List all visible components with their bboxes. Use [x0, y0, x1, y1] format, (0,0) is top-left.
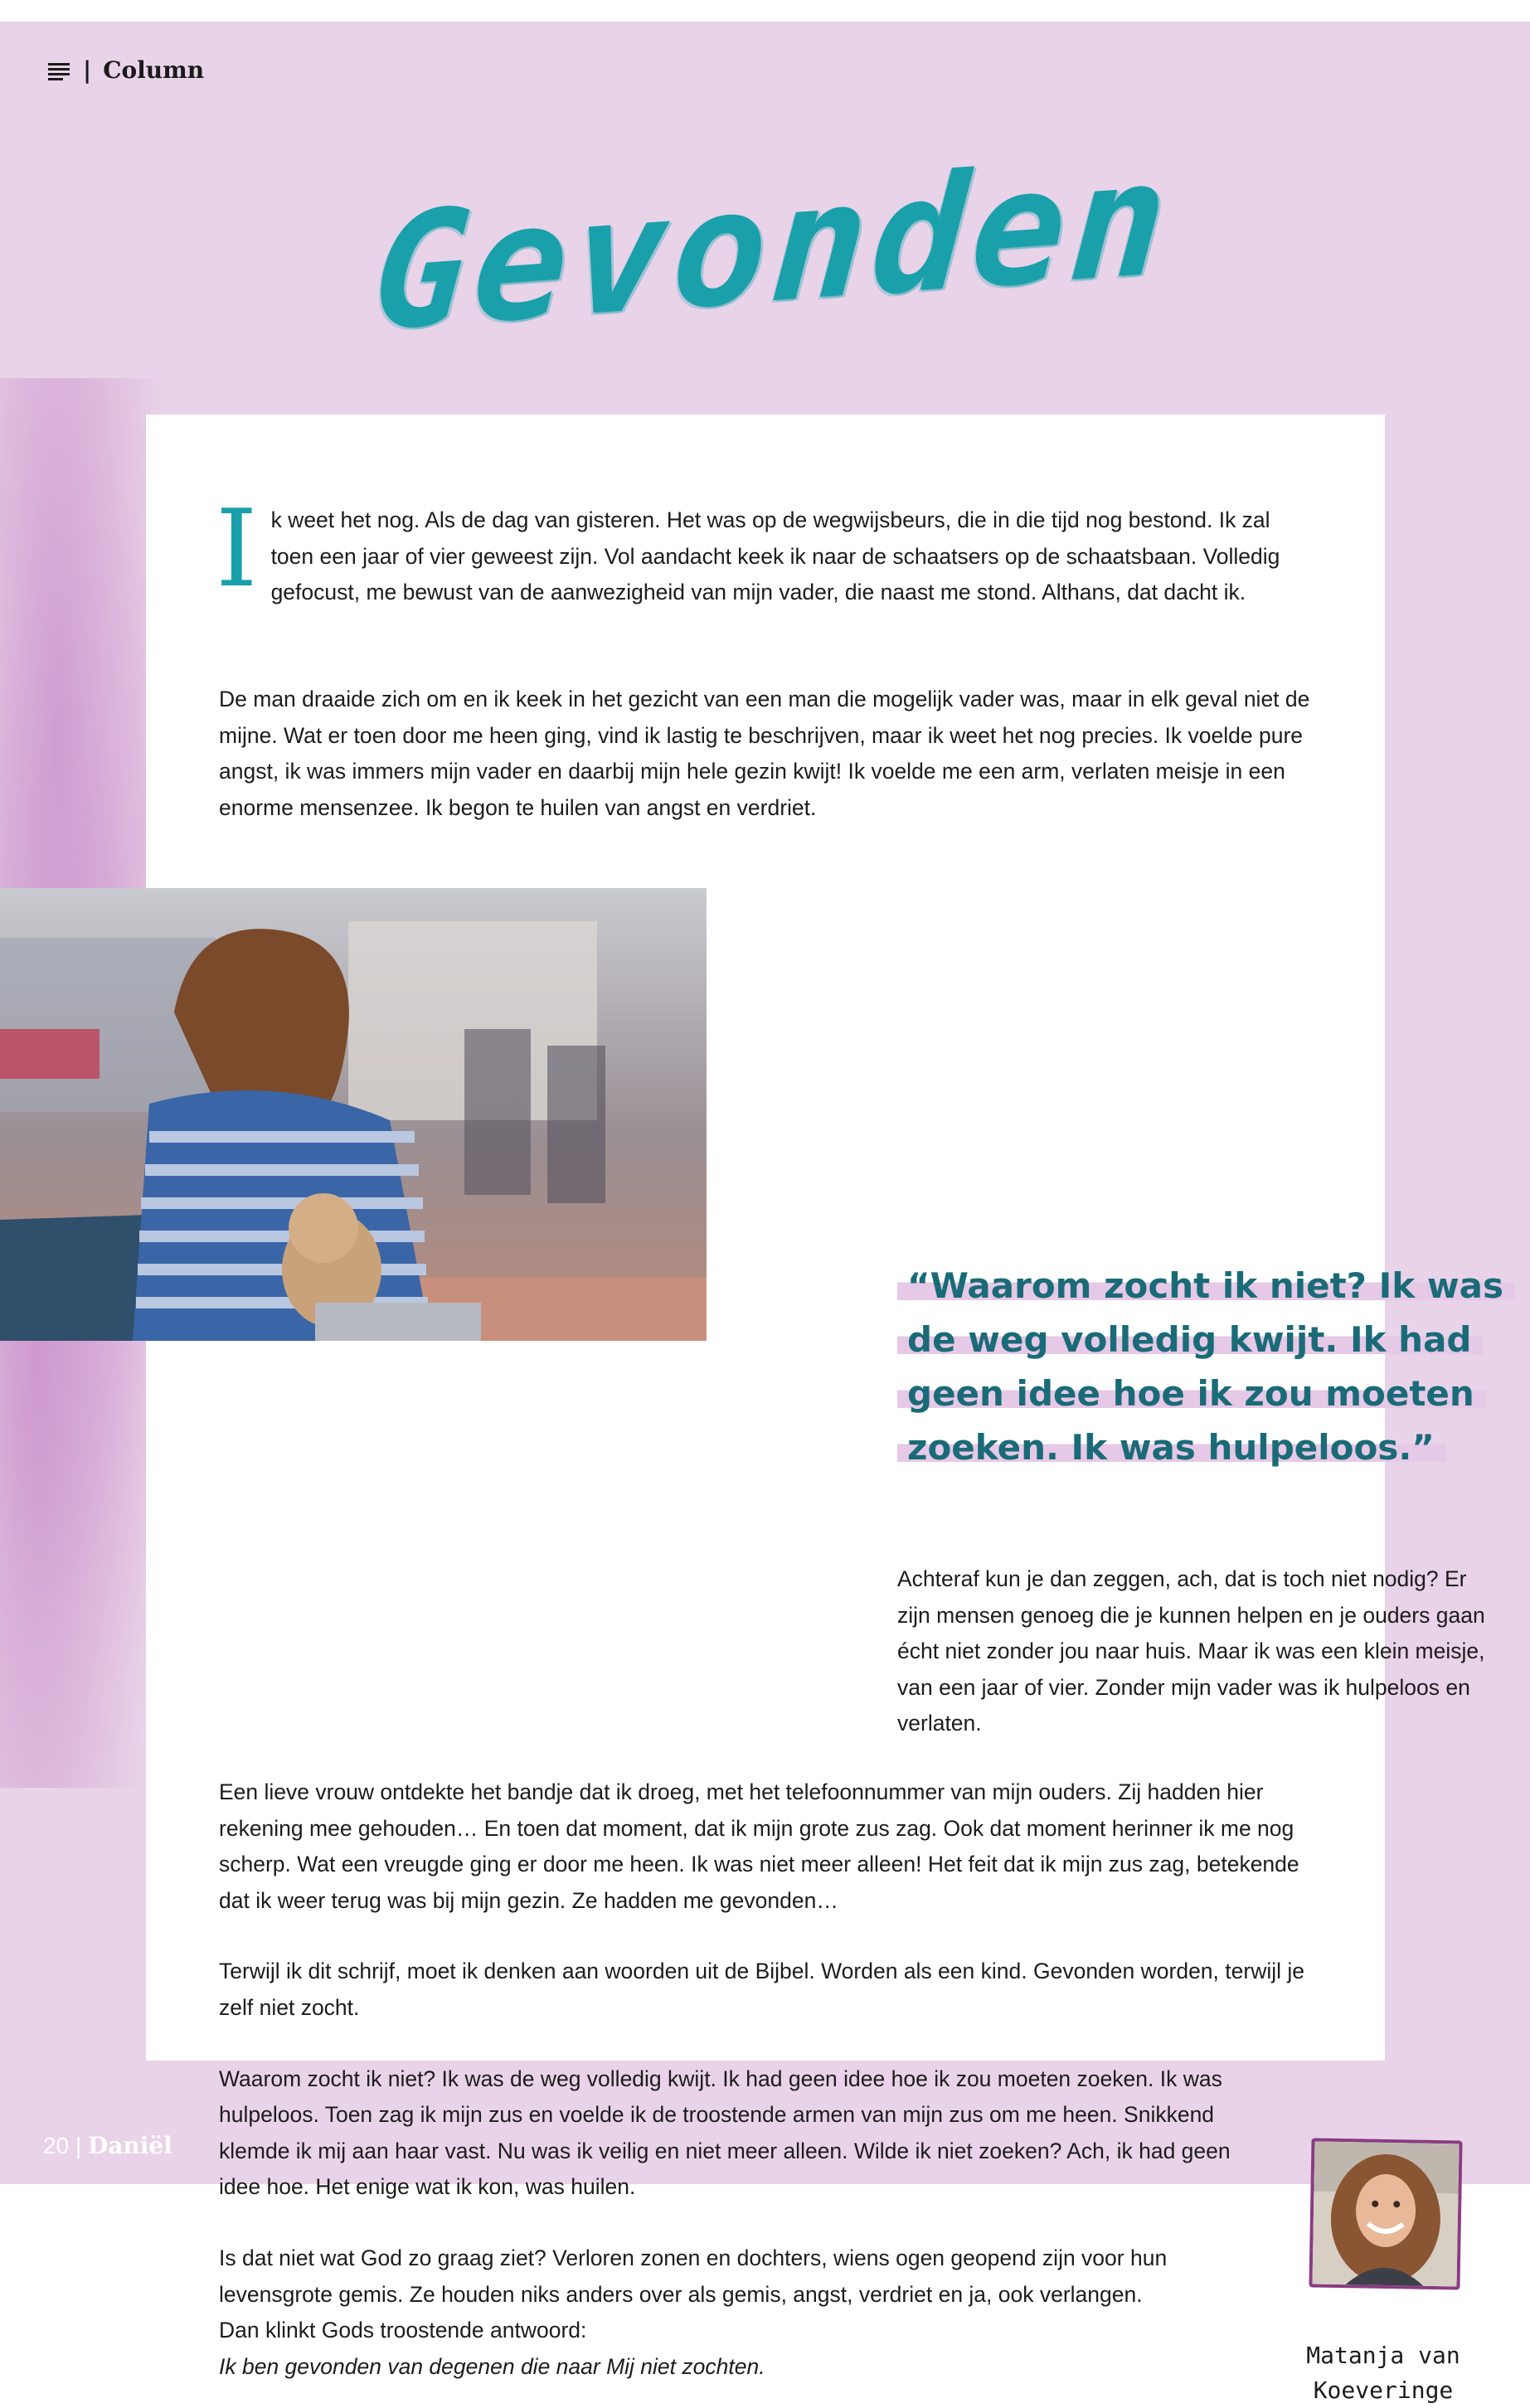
paragraph-7-text: Is dat niet wat God zo graag ziet? Verloren zonen en dochters, wiens ogen geopend zijn voor hun levensgrote gemis. Ze houden niks anders over als gemis, angst, verdriet en ja, ook verlangen. Dan klinkt Gods troostende antwoord:: [219, 2245, 1168, 2342]
paragraph-5: Terwijl ik dit schrijf, moet ik denken aan woorden uit de Bijbel. Worden als een kind. Gevonden worden, terwijl je zelf niet zocht.: [219, 1959, 1304, 2020]
drop-cap: I: [216, 488, 258, 611]
bible-quote: Ik ben gevonden van degenen die naar Mij niet zochten.: [219, 2353, 765, 2379]
paragraph-3: Achteraf kun je dan zeggen, ach, dat is toch niet nodig? Er zijn mensen genoeg die je kunnen helpen en je ouders gaan écht niet zonder jou naar huis. Maar ik was een klein meisje, van een jaar of vier. Zonder mijn vader was ik hulpeloos en verlaten.: [897, 1566, 1485, 1736]
section-label: Column: [103, 56, 205, 84]
paragraph-6-line-1: Waarom zocht ik niet? Ik was de weg volledig kwijt. Ik had geen idee hoe ik zou moeten zoeken. Ik was: [219, 2066, 1222, 2091]
article-photo: [0, 888, 707, 1341]
footer-separator: |: [75, 2133, 82, 2158]
page-number: 20: [43, 2133, 70, 2158]
paragraph-1-text: k weet het nog. Als de dag van gisteren. Het was op de wegwijsbeurs, die in die tijd nog bestond. Ik zal toen een jaar of vier geweest zijn. Vol aandacht keek ik naar de schaatsers op de schaatsbaan. Volledig gefocust, me bewust van de aanwezigheid van mijn vader, die naast me stond. Althans, dat dacht ik.: [270, 507, 1280, 604]
section-header: [48, 56, 204, 84]
text-lines-icon: [48, 61, 71, 80]
author-name: Matanja van Koeveringe: [1306, 2342, 1460, 2404]
pull-quote-text: “Waarom zocht ik niet? Ik was de weg volledig kwijt. Ik had geen idee hoe ik zou moeten zoeken. Ik was hulpeloos.”: [897, 1265, 1515, 1468]
paragraph-1: [216, 488, 1314, 611]
magazine-name: Daniël: [88, 2132, 172, 2159]
magazine-page: [0, 22, 1530, 2404]
article-title: Gevonden: [367, 125, 1178, 367]
paragraph-6-rest: hulpeloos. Toen zag ik mijn zus en voelde ik de troostende armen van mijn zus om me heen. Snikkend klemde ik mij aan haar vast. Nu was ik veilig en niet meer alleen. Wilde ik niet zoeken? Ach, ik had geen idee hoe. Het enige wat ik kon, was huilen.: [219, 2102, 1231, 2199]
paragraph-7: [219, 2241, 1173, 2385]
pull-quote: [897, 1259, 1511, 1474]
page-footer: [43, 2132, 172, 2159]
paragraph-2: De man draaide zich om en ik keek in het gezicht van een man die mogelijk vader was, maar in elk geval niet de mijne. Wat er toen door me heen ging, vind ik lastig te beschrijven, maar ik weet het nog precies. Ik voelde pure angst, ik was immers mijn vader en daarbij mijn hele gezin kwijt! Ik voelde me een arm, verlaten meisje in een enorme mensenzee. Ik begon te huilen van angst en verdriet.: [219, 687, 1310, 820]
paragraph-4: Een lieve vrouw ontdekte het bandje dat ik droeg, met het telefoonnummer van mijn ouders. Zij hadden hier rekening mee gehouden… En toen dat moment, dat ik mijn grote zus zag. Ook dat moment herinner ik me nog scherp. Wat een vreugde ging er door me heen. Ik was niet meer alleen! Het feit dat ik mijn zus zag, betekende dat ik weer terug was bij mijn gezin. Ze hadden me gevonden…: [219, 1779, 1299, 1913]
header-separator: |: [83, 56, 92, 84]
author-photo: [1309, 2138, 1462, 2289]
